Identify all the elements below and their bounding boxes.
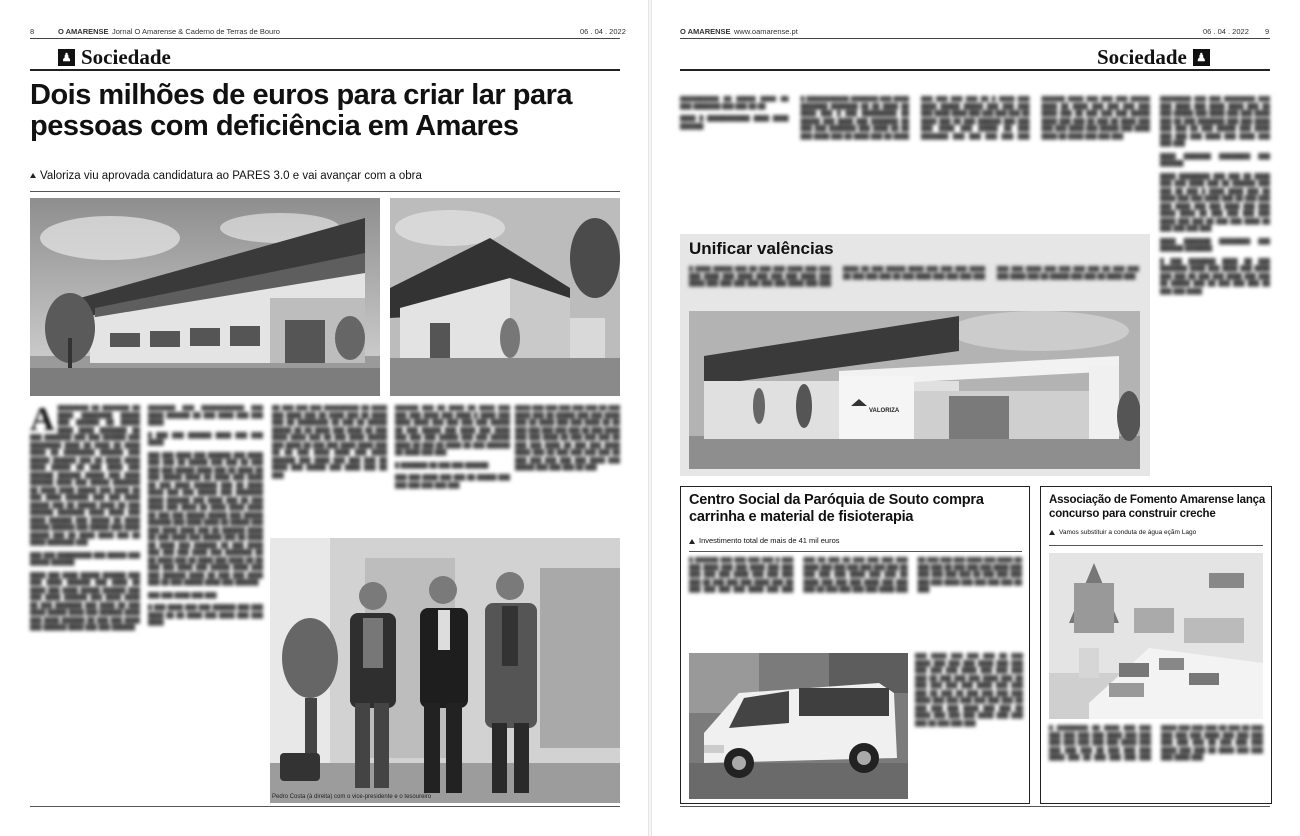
drop-cap: A xyxy=(30,405,55,438)
valoriza-building-rendering xyxy=(689,311,1140,469)
article-column-1: A ████████ ██ ███████ ██ ████ ████████ █████ ███ ██████ ██ █████ ████ ████ ███████ ██ ███ ███████ ███ ███ ██████ ███ ████████ ████ ██ ████ ██ ████ ████ ██ ████████ ██████ ███ █████ ██████ ███ ██ ████ ████ ████ █████ ██ ███ ████ ███ ██████ ██████ █████ ███ ████ ██████ ████ ███ █████ ███████ ██ ████ ████ █████ ███ ████ ██ ███ ████ ██████ ███ ███ ████ █████ ███ ██ █████ ████ ██ ███ ██████ ███████ ████ ████ ███ ████ ██████ ███ █████ ██ ████ █████ ██████ ███ █████ ███ ████ █████ ███ ██ ████ ████ ███ ██ ████ ███████ ███ ███ ███ █████████ ███ █████ ███ █████ ██████ ████ ███ ████ █████ ██████ ███ ███ ████ ██████ ███ ████ ██ ████ ███ ████ █████ ██████ ███ ███ ████ ██████ ███ ████ ████ ██ ███ ███████ ███ ████ ██ ███ ████ █████ ████ ███ ██████ ████ ███ ████ ██████ ██ ███ ███ ████ ███ ██████ ████ ███ ███ ██████ xyxy=(30,405,140,631)
section-rule xyxy=(30,69,620,71)
masthead: O AMARENSE xyxy=(680,27,731,36)
section-header xyxy=(1097,45,1210,70)
top-rule xyxy=(30,38,620,39)
section-title: Sociedade xyxy=(1097,45,1187,69)
van-photo xyxy=(689,653,908,799)
article-souto-subheadline xyxy=(689,536,840,545)
building-side-rendering-photo xyxy=(390,198,620,396)
article-column-5: ████ ███ ███ ███ ███ ███ ██ ███ ████ ███ ██ █████ ███ ███ ████ ███ ██ ████ ███ ███ ████ ██ ██ ███ ███ ███ ███ ███ ██ ███ ████ ███ ███ ████ ██ ███ ███ ███ ██ ███ ███ ████ ██ ███ ███ ████ ████ ███ ██ ███ ███ ███ ███ ██ ███ ███ ███ ███ ███ ████ ███ █████ ███ ███ ███ ██ ███ xyxy=(515,405,620,471)
photo-caption: Pedro Costa (à direita) com o vice-presidente e o tesoureiro xyxy=(272,794,432,800)
classroom-photo xyxy=(1049,553,1263,719)
article-column-2: ███████ ███ ███████████ ███ ████ ██████ ██ ███ ████ ███ ███ ████ █ ███ ███ ██████ ████ ███ ███ ████ ███ ███ ████ ███ ██████ ███ ████ ███ ███ ██ █████ ███ ███ ██ ███ ███ ███ █████ ████ ███ ██ ████ ██ ███ █████ ████ ██ ████ ███ ████ ██ ███ ████ ██████ ███ ██ ████ ████ ███ ███ █████ ███ ███████ ████ ██████ ███ ████ ███ ██ ███ ████ ███ ████ ██ ████ ████ ████ ██ ███ ███ █████ █████ ███ █████ ██████ ███ ████ ████ ██ █████ ███ ███ ████ ████ ███ ██ ██████ ████ ██ ███ ████ ███ █████ ███ ██ ████ ██ ████ ███ ██████ ██ ███ ████ ███ ███ ███ ████ ███ ███████ ██ ██ ████ ███ ██ ████ ███ ████ ██ ██ ███ ███ ████ ███ █████ ████ ███ ███ ██████ ████ ██ ███ ███ ████ ███ ██ ███ █████ ████ ███ ██████ ███ ███ ████ ███ ███ █ ███ ████ ███ ███ ██████ ███ ███ ████ ██ ██ ████ ███ ████ ███ ███ ████ xyxy=(148,405,263,626)
top-rule xyxy=(680,38,1270,39)
continued-article-text: ██████████ ██ █████ ████ ██ ███ ███████ ███ ███ ██ ██ ████ █ ███████████ ████ ████ ██████ █ ███████████ ███████ ███ ████ ███████ ███████ ██ ██ ████ ██ ████ ███ █ ███ █████████ ██ █████ ███ ████ ███ ███████ ██ ███ ███ ███████ ███ ████ ██ ██ ███ ████ ███ ██ ████ ███ ██ ████ ███ ███ ███ ███ ██ █ ████ ███ ████ █████ █████ ███ ███ ███ ███ ████ ████ ███ ███ ███ ███ ██ ████ ███ ██ ███ ██████ ███ ███ ███ ████ ███ █████ ██ ███ ███████ ███ ███ ███ ███ ███ ██████ ████ ███ ███ ███ █████ ████ ██ ████ ███ ███ ███ ███ ████ ███ ██ ███ ███ ███ █████ ████ ███ ███ ██ ███ ██ ████ ███ ███ ███ ████ ███ █████ ███ ████ ████ ██ ████ ███ ███ ███ xyxy=(680,96,1150,140)
box-text: █ ████ █████ ███ ██ ███ ███ ████ ███ ███ ███ ████ ███ ████ ███ ███ ███ ████ ███ ████ ███ ███ ███ ███ ███ ███ ████ ███ ███ ████ ██ ███ █████ ████ ███ ███ ███ ████ ██ ███ ███ ███ ██ ███ ████ ███ ███ ███ ███ ███ ███ ████ ███ ███ ███ ███ ██ ███ ███ ███ ████ ███ ██ █████ ███ ███ ██ ████ ███ xyxy=(689,266,1139,287)
triangle-icon xyxy=(689,539,695,544)
masthead-subtitle: Jornal O Amarense & Caderno de Terras de Bouro xyxy=(112,27,280,36)
subheadline-text: Valoriza viu aprovada candidatura ao PARES 3.0 e vai avançar com a obra xyxy=(40,170,422,182)
article-souto-text-2: ███ ████ ███ ███ ███ ██ ███ ████ ███ ███ ███ ████ ███ ███ ███ ███ ███ ████ ███ ███ ███ ███ ██ ███ ███ ███ ████ ███ ██ ███ ███ ███ ███ ████ ███ ███ ███ ██ ███ ██ ███ ███ ███ ███ ████ ███ ███ ███ ███ ███ ███ ██ ███ ███ ███ ████ ███ ███ ██ ████ ███ ███ ███ ████ ███ ███ ███ ██ ███ ███ ███ xyxy=(915,653,1023,727)
group-photo xyxy=(270,538,620,803)
bottom-rule xyxy=(680,806,1270,807)
people-icon: ♟ xyxy=(58,49,75,66)
building-sign: VALORIZA xyxy=(869,408,900,414)
article-souto-text: █ ██████ ███ ███ ███ ███ █ ███ ███ ████ ███ ███ ████ ███ ███ ███ ███ ███ ████ ███ ███ ███ ███ ██ ███ ███ ███ ████ ███ ██ ███ ███ ███ ███ ████ ███ ███ ███ ██ ███ ██ ███ ███ ███ ███ ████ ███ ███ ███ ███ ███ ███ ██ ███ ███ ███ ████ ███ ███ ██ ████ ███ ███ ███ ████ ███ ███ ███ ██ ███ ███ ███ ███ ████ ███ ██ ███ ███ ███ ████ ███ ████ ██ ███ ███ ██ ███ ███ ███ ████ ███ ███ ███ ███ ███ ██ ███ ███ ███ ███ ███ ████ ███ ███ ███ ███ ██ ███ xyxy=(689,557,1022,593)
people-icon: ♟ xyxy=(1193,49,1210,66)
box-title: Unificar valências xyxy=(689,239,834,258)
bottom-rule xyxy=(30,806,620,807)
article-fomento-box xyxy=(1040,486,1272,804)
subheadline xyxy=(30,170,422,182)
section-rule xyxy=(680,69,1270,71)
section-title: Sociedade xyxy=(81,45,171,69)
article-column-4: ██████ ███ ██ ████ ██ ████ ███ ███ ███ ████ ███ ████ █ ████ ███ ████ ████ ███ ███ ███ ███ █████ ██ ███ █████ ███ ████ ███ ████ ███ ███ ███ █████ ███ ███ █████ ████ ██ ███ ██ ████ ██ ███ ██████ ██ ████ ███ ███ █ ███████ ██ ███ ███ ██████ ███ ███ ████ ███ ███ ██ █████ ███ ███ ███ ███ ███ ███ xyxy=(395,405,510,489)
article-souto-subheadline-text: Investimento total de mais de 41 mil euros xyxy=(699,536,840,545)
issue-date: 06 . 04 . 2022 xyxy=(1203,27,1249,36)
page-number: 8 xyxy=(30,27,35,36)
right-column-text: ████████ ███ ███ ████████ ███ ███ ████ ███ ████ ████ ███ ██ ███ █████ ███ ████ ███ ███ ████ ███ ██ ███ ███████ ███ ███ ████ ███ ███ ██ ███ █████ ███ ████ ███ ███ ███ ████ ███ ████ ███ ███ ███ ████ ███████ ████████ ███ ██████ ████ ████████ ███ ███ ██ ████ ███ ███ ████ ███ ██ ██████ ███ ███ ██ ███ █ ████ ████ ███ ██ ████ ███ ███ ████ ███ ██ ███ ███ ███ ████ ███ ███ ████ ███ ███ ████ ████ ██ ███ ███ ███ ███ ████ ███ ███ ██ ███ ███ ████ ██ ███ ███ ███ ███ ████ ███████ ████████ ███ ██████ ███████ █ ███ ███████ ████ ██ ███ ███████ ████ ███ ████ ███ ████ ███ ███ ██ ███ ███ ████ ███ ███ ██ █████ ███ ██ ███ ███ ███ ██ ███ ███ ████ xyxy=(1160,96,1270,295)
sub-rule xyxy=(30,191,620,192)
section-header xyxy=(58,45,171,70)
page-number: 9 xyxy=(1265,27,1270,36)
article-fomento-headline: Associação de Fomento Amarense lança concurso para construir creche xyxy=(1049,494,1266,520)
right-page xyxy=(650,0,1300,836)
article-fomento-text: █ ████████ ██ ████ ███ ███ ███ ███ ███ ███ ████ ███ ███ ███ ███ ███ ███ ███ ████ ███ ███ ███ ███ ██ ███ ███ ███ ████ ███ ██ ███ ███ ███ ███ ████ ███ ███ ███ ██ ███ ██ ███ ███ ███ ███ ████ ███ ███ ███ ███ ███ ███ ██ ███ ███ ███ ████ ███ ███ ██ ████ ███ ███ ███ ████ ███ xyxy=(1049,725,1263,761)
headline: Dois milhões de euros para criar lar para pessoas com deficiência em Amares xyxy=(30,79,573,142)
website: www.oamarense.pt xyxy=(734,27,798,36)
article-fomento-subheadline-text: Vamos substituir a conduta de água eçãm Lago xyxy=(1059,529,1197,536)
article-souto-rule xyxy=(689,551,1022,552)
masthead: O AMARENSE xyxy=(58,27,109,36)
article-column-3: ██ ███ ███ ███ █████████ ██ ████ ███ ████ ███ ██ ████ ███ ██ ████ ███ ██ ████████ ██ ███ ██ █████ █████ ██ ██ ████ ███ ████ ██ ███ ████ ████ ███ ██ ███ ████ █████ ███ ████ ██ ███ ███ ████ ████ ███ ██ ██ ███ ████ ████ ███ ████ ██████ ███ ████ ███ ███ ███ ██ ████ ███ █████ ███ ████ ███ ██ ███ xyxy=(272,405,387,479)
building-rendering-photo xyxy=(30,198,380,396)
article-souto-headline: Centro Social da Paróquia de Souto compra carrinha e material de fisioterapia xyxy=(689,492,984,525)
article-fomento-rule xyxy=(1049,545,1263,546)
article-fomento-subheadline xyxy=(1049,529,1196,536)
article-souto-box xyxy=(680,486,1030,804)
sidebar-box xyxy=(680,234,1150,476)
triangle-icon xyxy=(1049,530,1055,535)
triangle-icon xyxy=(30,173,36,178)
issue-date: 06 . 04 . 2022 xyxy=(580,27,626,36)
